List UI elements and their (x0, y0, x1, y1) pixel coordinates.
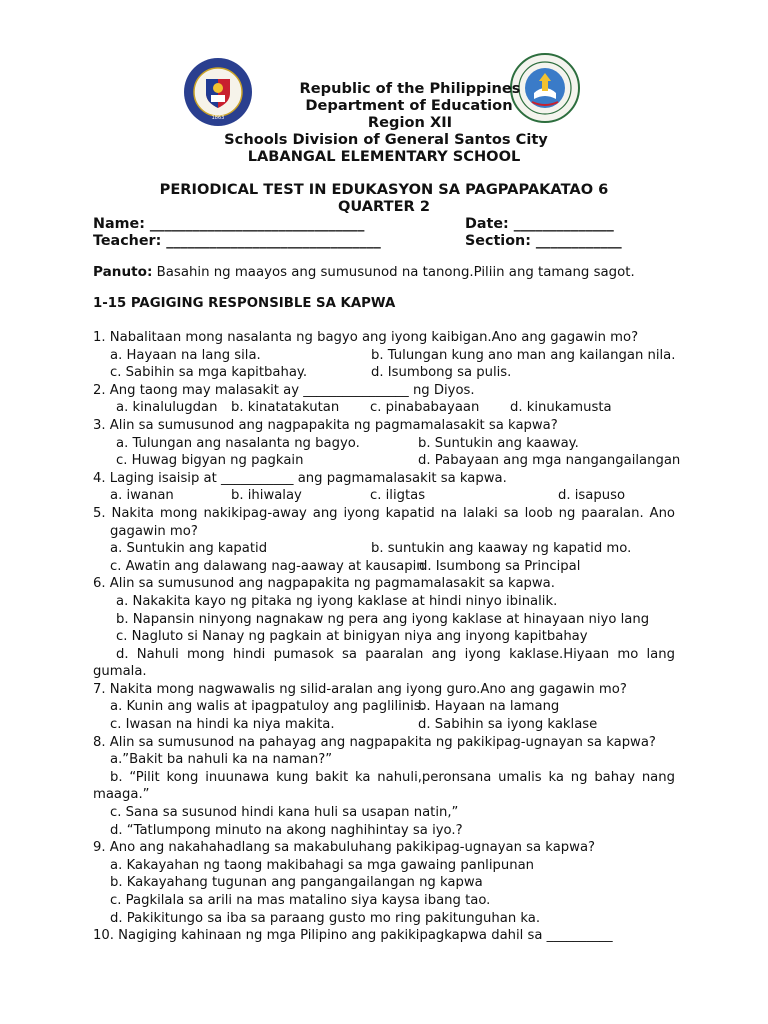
q1-choice-a[interactable]: a. Hayaan na lang sila. (110, 347, 261, 363)
q8-choice-b-line2[interactable]: maaga.” (93, 787, 150, 803)
q5-choice-c[interactable]: c. Awatin ang dalawang nag-aaway at kausapin (110, 558, 425, 574)
q9-choice-d[interactable]: d. Pakikitungo sa iba sa paraang gusto mo ring pakitunguhan ka. (110, 910, 541, 926)
question-7: 7. Nakita mong nagwawalis ng silid-aralan ang iyong guro.Ano ang gagawin mo? (93, 681, 627, 697)
q8-choice-a[interactable]: a.”Bakit ba nahuli ka na naman?” (110, 752, 333, 768)
header-school-name: LABANGAL ELEMENTARY SCHOOL (247, 148, 521, 165)
instructions-text: Basahin ng maayos ang sumusunod na tanong.Piliin ang tamang sagot. (152, 265, 635, 280)
q5-choice-b[interactable]: b. suntukin ang kaaway ng kapatid mo. (371, 541, 632, 557)
header-division: Schools Division of General Santos City (224, 131, 548, 148)
q2-choice-d[interactable]: d. kinukamusta (510, 400, 612, 416)
q9-choice-b[interactable]: b. Kakayahang tugunan ang pangangailangan ng kapwa (110, 875, 483, 891)
header-department: Department of Education (305, 97, 513, 114)
q1-choice-c[interactable]: c. Sabihin sa mga kapitbahay. (110, 365, 308, 381)
q9-choice-a[interactable]: a. Kakayahan ng taong makibahagi sa mga gawaing panlipunan (110, 857, 535, 873)
q3-choice-c[interactable]: c. Huwag bigyan ng pagkain (116, 453, 304, 469)
q6-choice-d-line1[interactable]: d. Nahuli mong hindi pumasok sa paaralan ang iyong kaklase.Hiyaan mo lang (116, 646, 675, 662)
test-title (0, 181, 768, 215)
test-title-quarter: QUARTER 2 (337, 198, 431, 215)
q4-choice-a[interactable]: a. iwanan (110, 488, 174, 504)
q3-choice-d[interactable]: d. Pabayaan ang mga nangangailangan (418, 453, 681, 469)
section-heading: 1-15 PAGIGING RESPONSIBLE SA KAPWA (93, 296, 396, 311)
q8-choice-d[interactable]: d. “Tatlumpong minuto na akong naghihintay sa iyo.? (110, 822, 463, 838)
svg-text:1863: 1863 (211, 115, 225, 121)
school-header (0, 80, 768, 165)
question-list (93, 329, 681, 945)
q3-choice-a[interactable]: a. Tulungan ang nasalanta ng bagyo. (116, 435, 360, 451)
header-republic: Republic of the Philippines (299, 80, 521, 97)
q7-choice-c[interactable]: c. Iwasan na hindi ka niya makita. (110, 717, 335, 733)
student-info-fields (93, 216, 622, 250)
question-5-line2: gagawin mo? (110, 523, 198, 539)
q8-choice-c[interactable]: c. Sana sa susunod hindi kana huli sa usapan natin,” (110, 805, 459, 821)
question-1: 1. Nabalitaan mong nasalanta ng bagyo ang iyong kaibigan.Ano ang gagawin mo? (93, 330, 639, 345)
q8-choice-b-line1[interactable]: b. “Pilit kong inuunawa kung bakit ka nahuli,peronsana umalis ka ng bahay nang (110, 769, 675, 785)
question-5-line1: 5. Nakita mong nakikipag-away ang iyong kapatid na lalaki sa loob ng paaralan. Ano (93, 505, 675, 521)
question-4: 4. Laging isaisip at ___________ ang pagmamalasakit sa kapwa. (93, 470, 507, 486)
q6-choice-d-line2[interactable]: gumala. (93, 664, 147, 680)
q1-choice-b[interactable]: b. Tulungan kung ano man ang kailangan nila. (371, 347, 676, 363)
teacher-field[interactable]: Teacher: ______________________________ (93, 233, 381, 249)
header-region: Region XII (367, 114, 453, 131)
q7-choice-a[interactable]: a. Kunin ang walis at ipagpatuloy ang paglilinis. (110, 699, 425, 715)
q7-choice-d[interactable]: d. Sabihin sa iyong kaklase (418, 717, 598, 733)
name-field[interactable]: Name: ______________________________ (93, 216, 365, 232)
q5-choice-d[interactable]: d. Isumbong sa Principal (419, 558, 581, 574)
date-field[interactable]: Date: ______________ (465, 216, 614, 232)
q2-choice-a[interactable]: a. kinalulugdan (116, 400, 218, 416)
q3-choice-b[interactable]: b. Suntukin ang kaaway. (418, 435, 579, 451)
instructions (93, 264, 635, 280)
q5-choice-a[interactable]: a. Suntukin ang kapatid (110, 541, 268, 557)
question-10: 10. Nagiging kahinaan ng mga Pilipino ang pakikipagkapwa dahil sa __________ (93, 928, 613, 944)
q9-choice-c[interactable]: c. Pagkilala sa arili na mas matalino siya kaysa ibang tao. (110, 893, 491, 908)
q6-choice-a[interactable]: a. Nakakita kayo ng pitaka ng iyong kaklase at hindi ninyo ibinalik. (116, 593, 558, 609)
question-3: 3. Alin sa sumusunod ang nagpapakita ng pagmamalasakit sa kapwa? (93, 417, 558, 433)
q2-choice-b[interactable]: b. kinatatakutan (231, 400, 340, 416)
q1-choice-d[interactable]: d. Isumbong sa pulis. (371, 365, 512, 381)
q4-choice-c[interactable]: c. iligtas (370, 488, 426, 504)
q7-choice-b[interactable]: b. Hayaan na lamang (418, 699, 560, 715)
instructions-label: Panuto: (93, 264, 153, 280)
q6-choice-c[interactable]: c. Nagluto si Nanay ng pagkain at binigyan niya ang inyong kapitbahay (116, 629, 588, 645)
q4-choice-b[interactable]: b. ihiwalay (231, 488, 302, 504)
question-2: 2. Ang taong may malasakit ay ________________ ng Diyos. (93, 382, 475, 398)
question-6: 6. Alin sa sumusunod ang nagpapakita ng pagmamalasakit sa kapwa. (93, 576, 555, 592)
question-8: 8. Alin sa sumusunod na pahayag ang nagpapakita ng pakikipag-ugnayan sa kapwa? (93, 734, 656, 750)
section-field[interactable]: Section: ____________ (465, 233, 622, 249)
q6-choice-b[interactable]: b. Napansin ninyong nagnakaw ng pera ang iyong kaklase at hinayaan niyo lang (116, 611, 650, 627)
test-title-line1: PERIODICAL TEST IN EDUKASYON SA PAGPAPAKATAO 6 (159, 181, 609, 198)
question-9: 9. Ano ang nakahahadlang sa makabuluhang pakikipag-ugnayan sa kapwa? (93, 840, 596, 856)
q2-choice-c[interactable]: c. pinababayaan (370, 400, 480, 416)
q4-choice-d[interactable]: d. isapuso (558, 488, 626, 504)
